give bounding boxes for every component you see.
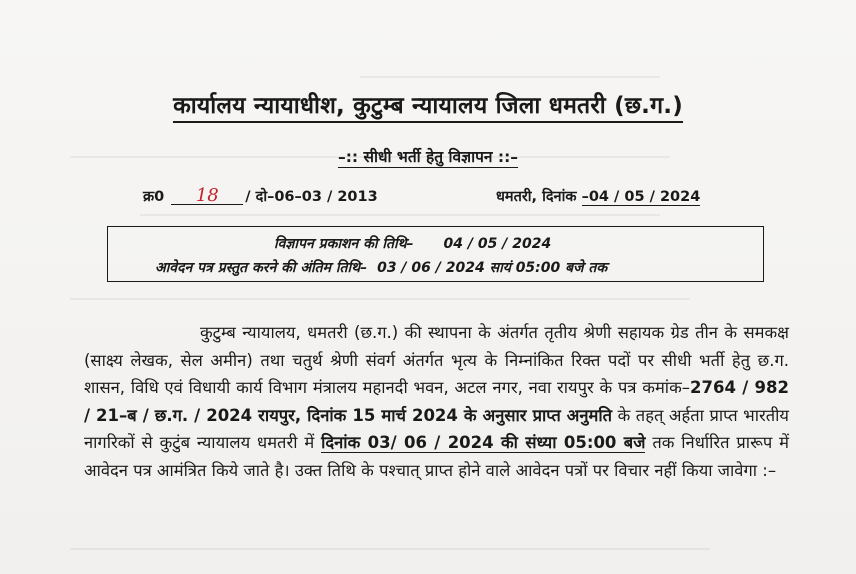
publication-date-row <box>274 234 551 253</box>
deadline-label: आवेदन पत्र प्रस्तुत करने की अंतिम तिथि– <box>155 260 368 276</box>
body-part-3: तक निर्धारित प्रारूप में आवेदन पत्र आमंत्रित किये जाते है। उक्त तिथि के पश्चात् प्राप्त होने वाले आवेदन पत्रों पर विचार नहीं किया जावेगा :– <box>84 433 790 480</box>
bleed-line <box>70 298 690 300</box>
place-date <box>496 186 700 206</box>
deadline-value: 03 / 06 / 2024 सायं 05:00 बजे तक <box>377 260 608 276</box>
issue-date: –04 / 05 / 2024 <box>581 189 701 205</box>
reference-code: / दो–06–03 / 2013 <box>245 189 378 205</box>
publication-label: विज्ञापन प्रकाशन की तिथि– <box>274 236 414 252</box>
body-part-1: कुटुम्ब न्यायालय, धमतरी (छ.ग.) की स्थापना के अंतर्गत तृतीय श्रेणी सहायक ग्रेड तीन के समकक्ष (साक्ष्य लेखक, सेल अमीन) तथा चतुर्थ श्रेणी संवर्ग अंतर्गत भृत्य के निम्नांकित रिक्त पदों पर सीधी भर्ती हेतु छ.ग. शासन, विधि एवं विधायी कार्य विभाग मंत्रालय महानदी भवन, अटल नगर, नवा रायपुर के पत्र कमांक– <box>84 323 789 397</box>
important-dates-box <box>107 226 764 282</box>
deadline-row <box>155 258 607 277</box>
office-title: कार्यालय न्यायाधीश, कुटुम्ब न्यायालय जिला धमतरी (छ.ग.) <box>0 88 856 120</box>
publication-date: 04 / 05 / 2024 <box>443 236 552 252</box>
advertisement-body <box>84 319 789 484</box>
letter-reference: 2764 / 982 / 21–ब / छ.ग. / 2024 रायपुर, दिनांक 15 मार्च 2024 के अनुसार प्राप्त अनुमति <box>84 378 789 425</box>
bleed-line <box>140 214 660 216</box>
application-deadline: दिनांक 03/ 06 / 2024 की संध्या 05:00 बजे <box>321 433 646 452</box>
reference-number <box>143 186 378 206</box>
place-date-label: धमतरी, दिनांक <box>496 189 577 205</box>
bleed-line <box>360 76 660 78</box>
reference-prefix: क्र0 <box>143 189 165 205</box>
advertisement-subtitle: –:: सीधी भर्ती हेतु विज्ञापन ::– <box>337 148 519 166</box>
handwritten-number: 18 <box>171 188 243 205</box>
bleed-line <box>70 548 710 550</box>
body-part-2: के तहत् अर्हता प्राप्त भारतीय नागरिकों से कुटुंब न्यायालय धमतरी में <box>84 405 789 452</box>
body-paragraph <box>84 319 789 484</box>
